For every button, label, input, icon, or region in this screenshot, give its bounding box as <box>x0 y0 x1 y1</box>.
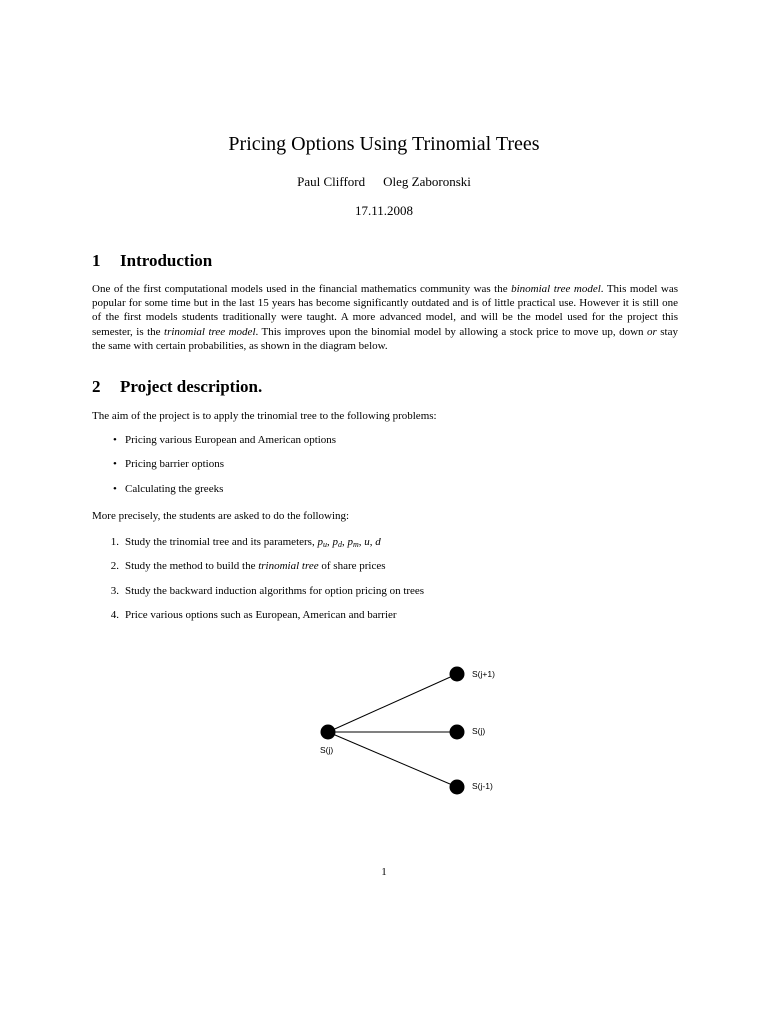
emphasis-text: or <box>647 325 657 338</box>
up-node-label: S(j+1) <box>472 669 495 679</box>
math-symbol: p <box>347 536 353 548</box>
down-node <box>450 780 465 795</box>
enum-item <box>125 535 381 552</box>
page-number: 1 <box>381 866 387 878</box>
author-name: Paul Clifford <box>297 174 366 189</box>
middle-node-label: S(j) <box>472 726 486 736</box>
root-node-label: S(j) <box>320 745 334 755</box>
trinomial-tree-diagram <box>300 655 530 805</box>
math-separator: , <box>358 536 365 548</box>
introduction-paragraph <box>92 282 678 353</box>
up-node <box>450 667 465 682</box>
math-symbol: p <box>332 536 338 548</box>
paper-title: Pricing Options Using Trinomial Trees <box>228 133 540 155</box>
math-subscript: d <box>337 540 342 549</box>
section-number: 2 <box>92 377 101 396</box>
text-run: stay the same with certain probabilities, as shown in the diagram below. <box>92 325 678 352</box>
section-heading-project-description <box>92 377 262 397</box>
enum-item: Price various options such as European, American and barrier <box>125 609 397 621</box>
math-subscript: m <box>352 540 359 549</box>
enum-intro-text: More precisely, the students are asked to do the following: <box>92 510 350 522</box>
enum-number: 2. <box>110 560 119 572</box>
enum-number: 1. <box>110 536 119 548</box>
bullet-marker: • <box>113 483 117 495</box>
bullet-item: Pricing barrier options <box>125 458 224 470</box>
branch-up <box>328 674 457 732</box>
root-node <box>321 725 336 740</box>
text-run: Study the trinomial tree and its parameters, <box>125 536 318 548</box>
paper-date: 17.11.2008 <box>354 203 414 218</box>
math-symbol: d <box>375 536 381 548</box>
enum-number: 4. <box>110 609 119 621</box>
text-run: One of the first computational models used in the financial mathematics community was the <box>92 283 512 295</box>
bullet-marker: • <box>113 458 117 470</box>
bullet-item: Calculating the greeks <box>125 483 224 495</box>
author-name: Oleg Zaboronski <box>383 174 471 189</box>
emphasis-text: trinomial tree model <box>164 325 256 338</box>
text-run: Study the method to build the <box>125 560 259 572</box>
author-list <box>0 174 768 190</box>
text-run: . This improves upon the binomial model by allowing a stock price to move up, down <box>255 325 648 338</box>
bullet-item: Pricing various European and American options <box>125 434 337 446</box>
project-intro-text: The aim of the project is to apply the trinomial tree to the following problems: <box>92 410 437 422</box>
math-symbol: p <box>317 536 323 548</box>
middle-node <box>450 725 465 740</box>
math-subscript: u <box>322 540 327 549</box>
math-separator: , <box>326 536 333 548</box>
enum-item <box>125 559 386 573</box>
emphasis-text: binomial tree model <box>511 283 601 295</box>
down-node-label: S(j-1) <box>472 781 493 791</box>
section-title: Project description. <box>120 377 263 396</box>
enum-number: 3. <box>110 585 119 597</box>
enum-item: Study the backward induction algorithms for option pricing on trees <box>125 585 425 597</box>
math-separator: , <box>369 536 376 548</box>
branch-down <box>328 732 457 787</box>
section-title: Introduction <box>120 251 213 270</box>
section-heading-introduction <box>92 251 212 271</box>
bullet-marker: • <box>113 434 117 446</box>
emphasis-text: trinomial tree <box>258 560 319 572</box>
math-separator: , <box>341 536 348 548</box>
section-number: 1 <box>92 251 101 270</box>
math-symbol: u <box>364 536 370 548</box>
text-run: . This model was popular for some time but in the last 15 years has become significantly outdated and is of little practical use. However it is still one of the first models students traditionally were taught. A more advanced model, and will be the model used for the project this semester, is the <box>92 283 678 338</box>
text-run: of share prices <box>318 560 386 572</box>
